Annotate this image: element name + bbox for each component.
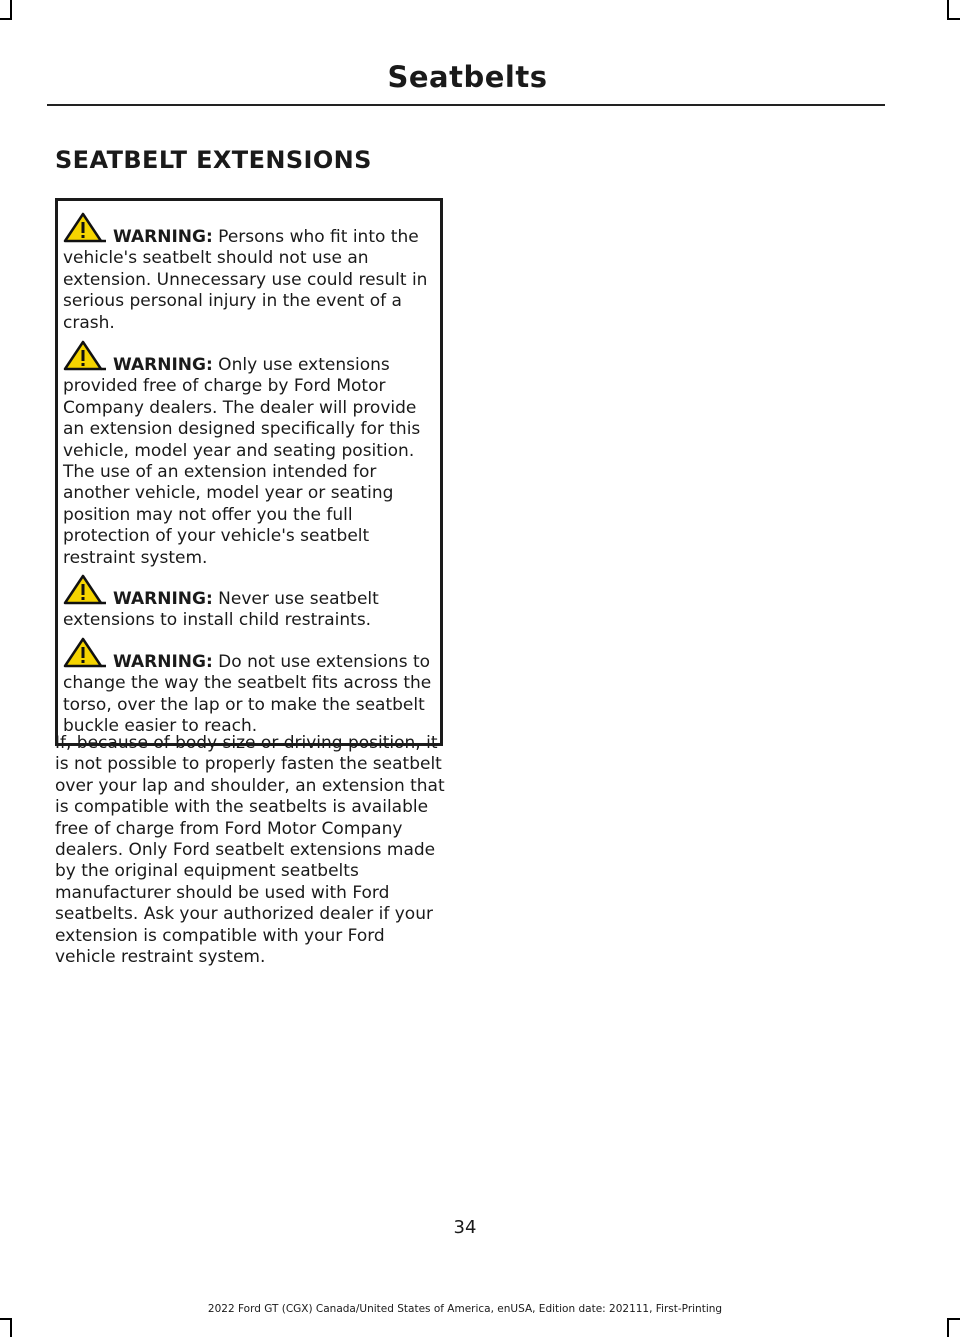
warning-item bbox=[63, 340, 439, 569]
warning-triangle-icon bbox=[63, 340, 107, 372]
page-footer: 2022 Ford GT (CGX) Canada/United States of America, enUSA, Edition date: 202111, First-Printing bbox=[207, 1303, 723, 1315]
warning-item bbox=[63, 637, 439, 738]
warning-label: WARNING: bbox=[113, 652, 213, 672]
crop-mark bbox=[10, 1318, 12, 1337]
crop-mark bbox=[947, 1318, 960, 1320]
section-title: SEATBELT EXTENSIONS bbox=[55, 146, 372, 174]
warning-text: Only use extensions provided free of charge by Ford Motor Company dealers. The dealer will provide an extension designed specifically for this vehicle, model year and seating position. The use of an extension intended for another vehicle, model year or seating position may not offer you the full protection of your vehicle's seatbelt restraint system. bbox=[63, 355, 421, 568]
header-divider bbox=[47, 104, 885, 106]
warning-triangle-icon bbox=[63, 212, 107, 244]
crop-mark bbox=[947, 0, 949, 20]
warning-item bbox=[63, 574, 439, 632]
crop-mark bbox=[947, 18, 960, 20]
warning-label: WARNING: bbox=[113, 227, 213, 247]
warning-text: Persons who fit into the vehicle's seatbelt should not use an extension. Unnecessary use could result in serious personal injury in the event of a crash. bbox=[63, 227, 428, 333]
crop-mark bbox=[947, 1318, 949, 1337]
warning-item bbox=[63, 212, 439, 334]
warning-triangle-icon bbox=[63, 637, 107, 669]
page-header-title: Seatbelts bbox=[387, 60, 548, 94]
body-paragraph: If, because of body size or driving position, it is not possible to properly fasten the seatbelt over your lap and shoulder, an extension that is compatible with the seatbelts is available free of charge from Ford Motor Company dealers. Only Ford seatbelt extensions made by the original equipment seatbelts manufacturer should be used with Ford seatbelts. Ask your authorized dealer if your extension is compatible with your Ford vehicle restraint system. bbox=[55, 733, 445, 968]
warning-triangle-icon bbox=[63, 574, 107, 606]
crop-mark bbox=[0, 1318, 12, 1320]
warning-label: WARNING: bbox=[113, 589, 213, 609]
warning-text: Do not use extensions to change the way the seatbelt fits across the torso, over the lap or to make the seatbelt buckle easier to reach. bbox=[63, 652, 432, 737]
crop-mark bbox=[10, 0, 12, 20]
warning-label: WARNING: bbox=[113, 355, 213, 375]
page-number: 34 bbox=[453, 1217, 477, 1238]
warning-text: Never use seatbelt extensions to install child restraints. bbox=[63, 589, 379, 631]
crop-mark bbox=[0, 18, 12, 20]
